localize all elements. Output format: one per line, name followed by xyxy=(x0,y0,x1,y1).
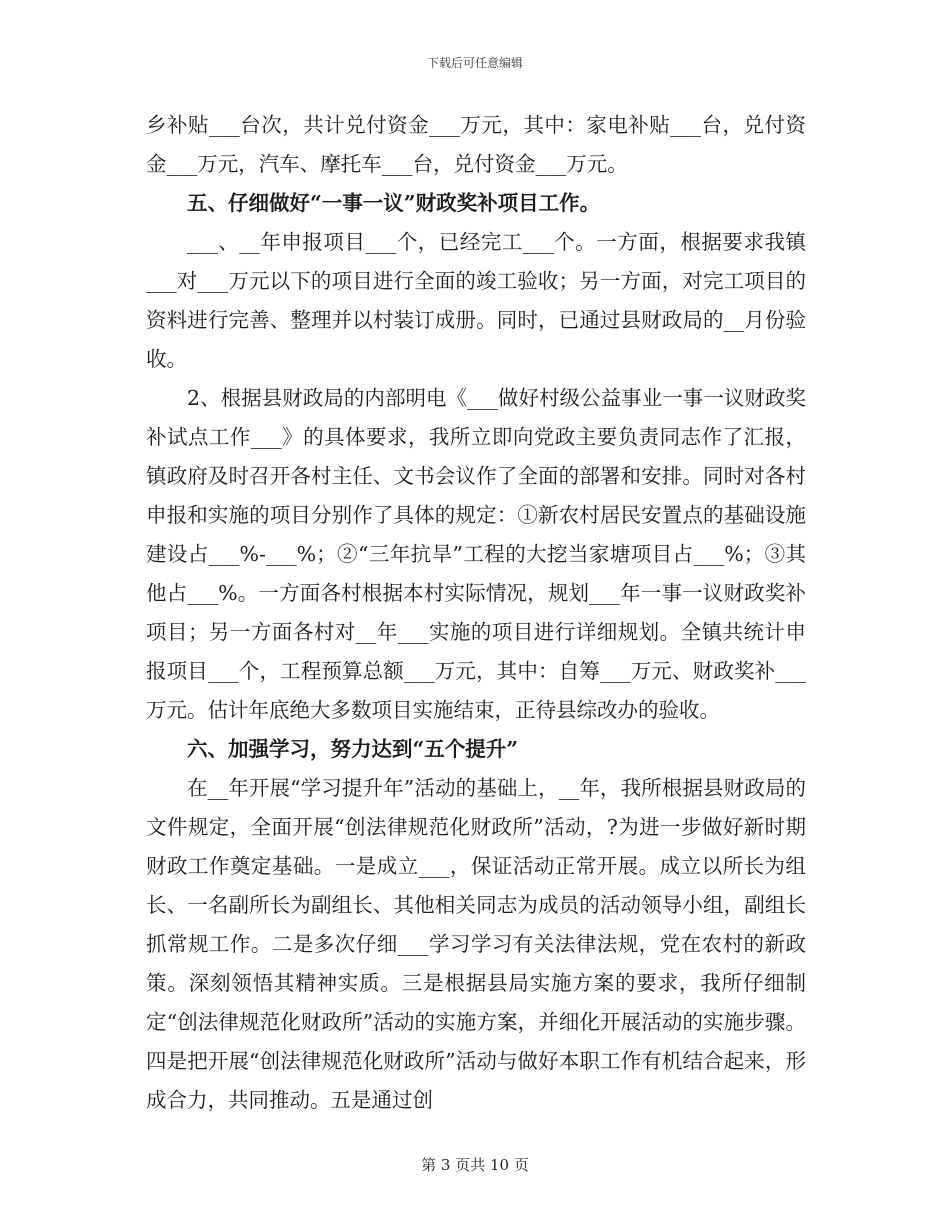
page-header: 下载后可任意编辑 xyxy=(426,56,523,70)
paragraph-intro: 乡补贴___台次，共计兑付资金___万元，其中：家电补贴___台，兑付资金___万元，汽车、摩托车___台，兑付资金___万元。 xyxy=(146,113,806,176)
paragraph-5a: ___、__年申报项目___个，已经完工___个。一方面，根据要求我镇___对___万元以下的项目进行全面的竣工验收；另一方面，对完工项目的资料进行完善、整理并以村装订成册。同时，已通过县财政局的__月份验收。 xyxy=(146,230,806,371)
document-body xyxy=(146,106,806,1120)
paragraph-5b: 2、根据县财政局的内部明电《___做好村级公益事业一事一议财政奖补试点工作___》的具体要求，我所立即向党政主要负责同志作了汇报，镇政府及时召开各村主任、文书会议作了全面的部署和安排。同时对各村申报和实施的项目分别作了具体的规定：①新农村居民安置点的基础设施建设占___%-___%；②“三年抗旱”工程的大挖当家塘项目占___%；③其他占___%。一方面各村根据本村实际情况，规划___年一事一议财政奖补项目；另一方面各村对__年___实施的项目进行详细规划。全镇共统计申报项目___个，工程预算总额___万元，其中：自筹___万元、财政奖补___万元。估计年底绝大多数项目实施结束，正待县综改办的验收。 xyxy=(146,386,806,722)
paragraph-6: 在__年开展“学习提升年”活动的基础上，__年，我所根据县财政局的文件规定，全面开展“创法律规范化财政所”活动，?为进一步做好新时期财政工作奠定基础。一是成立___，保证活动正常开展。成立以所长为组长、一名副所长为副组长、其他相关同志为成员的活动领导小组，副组长抓常规工作。二是多次仔细___学习学习有关法律法规，党在农村的新政策。深刻领悟其精神实质。三是根据县局实施方案的要求，我所仔细制定“创法律规范化财政所”活动的实施方案，并细化开展活动的实施步骤。四是把开展“创法律规范化财政所”活动与做好本职工作有机结合起来，形成合力，共同推动。五是通过创 xyxy=(146,776,806,1112)
section-heading-5: 五、仔细做好“一事一议”财政奖补项目工作。 xyxy=(187,191,601,215)
page-footer: 第 3 页共 10 页 xyxy=(421,1156,529,1174)
section-heading-6: 六、加强学习，努力达到“五个提升” xyxy=(187,737,519,761)
